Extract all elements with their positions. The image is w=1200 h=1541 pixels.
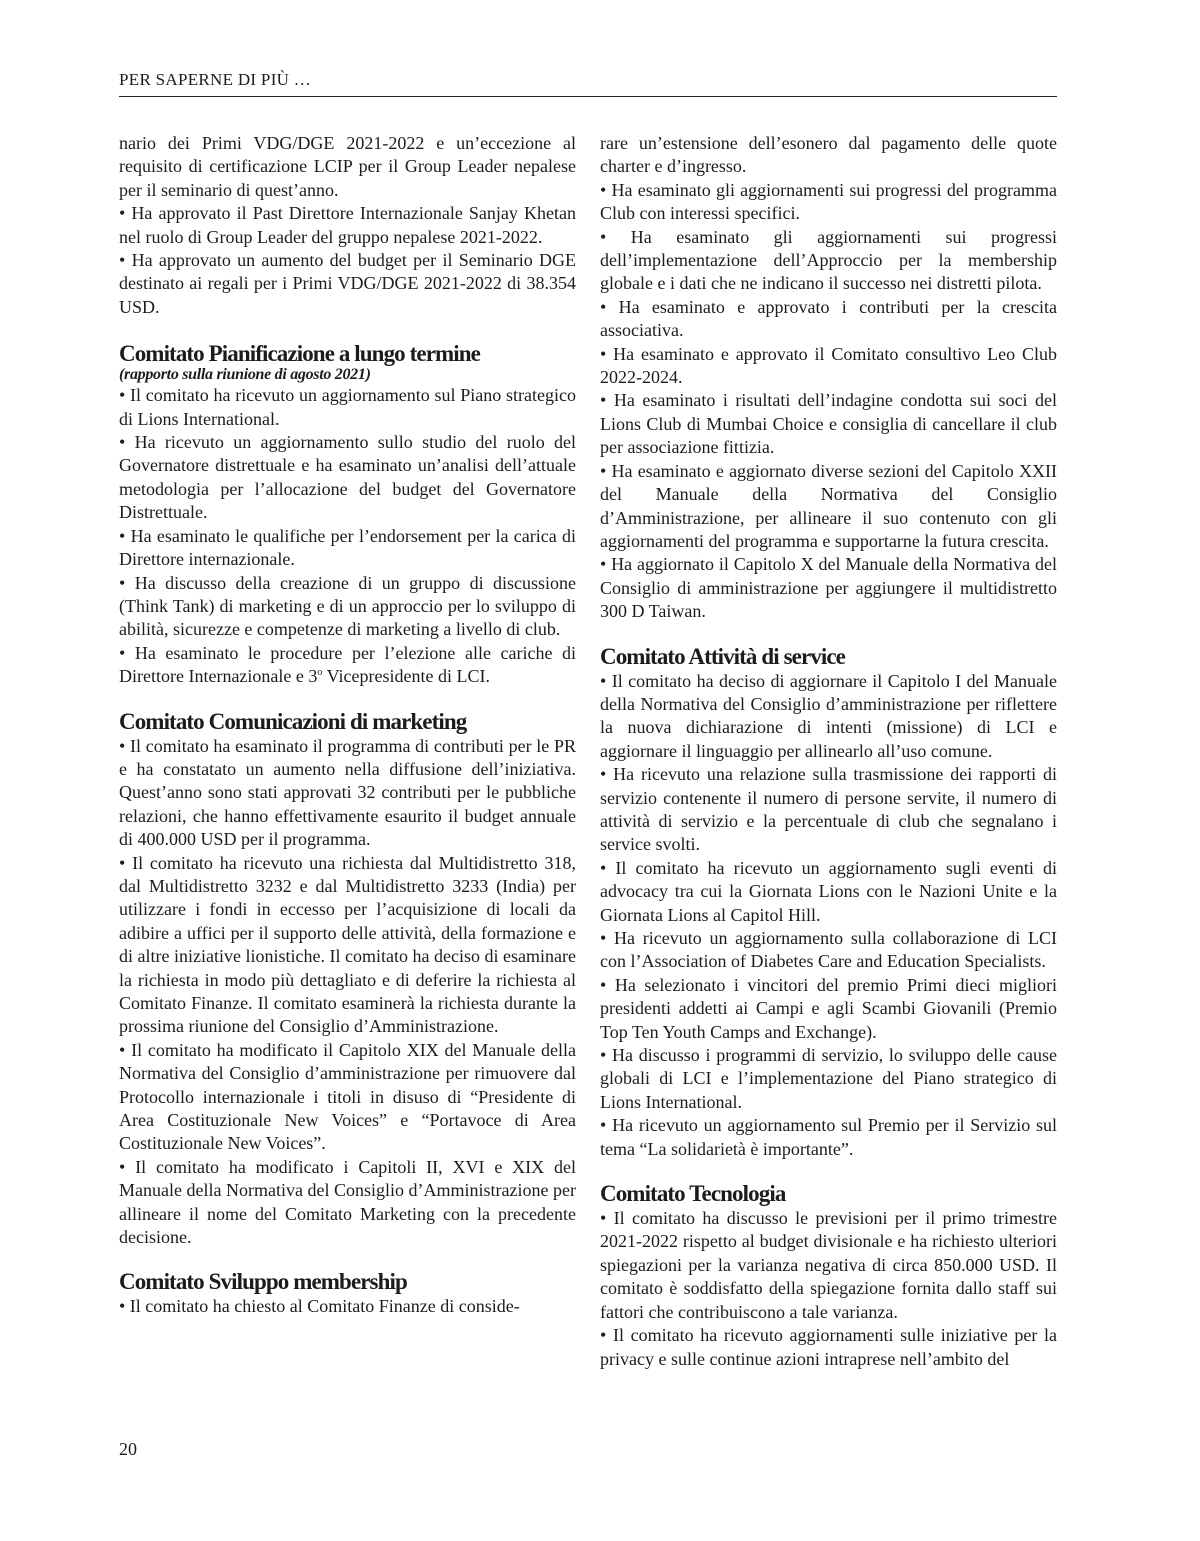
right-column [600,132,1057,1371]
section-title-membership: Comitato Sviluppo membership [119,1269,407,1295]
paragraph: • Il comitato ha ricevuto aggiornamenti sulle iniziative per la privacy e sulle continue azioni intraprese nell’ambito del [600,1325,1057,1369]
paragraph: • Il comitato ha modificato il Capitolo XIX del Manuale della Normativa del Consiglio d’amministrazione per rimuovere dal Protocollo internazionale i titoli in disuso di “Presidente di Area Costituzionale New Voices” e “Portavoce di Area Costituzionale New Voices”. [119,1039,576,1154]
paragraph: • Ha esaminato e aggiornato diverse sezioni del Capitolo XXII del Manuale della Normativa del Consiglio d’Amministrazione, per allineare il suo contenuto con gli aggiornamenti del programma e supportarne la futura crescita. [600,460,1057,551]
paragraph [119,642,576,689]
section-title-tecnologia: Comitato Tecnologia [600,1181,786,1207]
page-number: 20 [119,1439,137,1459]
paragraph: • Il comitato ha discusso le previsioni per il primo trimestre 2021-2022 rispetto al budget divisionale e ha richiesto ulteriori spiegazioni per la varianza negativa di circa 850.000 USD. Il comitato è soddisfatto della spiegazione fornita dallo staff sui fattori che contribuiscono a tale varianza. [600,1208,1057,1322]
paragraph: • Il comitato ha deciso di aggiornare il Capitolo I del Manuale della Normativa del Consiglio d’amministrazione per riflettere la nuova dichiarazione di intenti (missione) di LCI e aggiornare il linguaggio per allinearlo all’uso comune. [600,670,1057,761]
running-header: PER SAPERNE DI PIÙ … [119,70,312,89]
paragraph: • Il comitato ha ricevuto un aggiornamento sugli eventi di advocacy tra cui la Giornata Lions con le Nazioni Unite e la Giornata Lions al Capitol Hill. [600,857,1057,925]
paragraph: • Ha esaminato e approvato il Comitato consultivo Leo Club 2022-2024. [600,343,1057,388]
paragraph: • Ha discusso i programmi di servizio, lo sviluppo delle cause globali di LCI e l’implementazione del Piano strategico di Lions International. [600,1045,1057,1112]
ordinal-superscript: o [317,667,323,679]
paragraph: • Ha approvato il Past Direttore Internazionale Sanjay Khetan nel ruolo di Group Leader del gruppo nepalese 2021-2022. [119,203,576,247]
paragraph: • Ha esaminato i risultati dell’indagine condotta sui soci del Lions Club di Mumbai Choice e consiglia di cancellare il club per associazione fittizia. [600,390,1057,458]
section-title-service: Comitato Attività di service [600,643,845,669]
paragraph: • Ha selezionato i vincitori del premio Primi dieci migliori presidenti addetti ai Campi e agli Scambi Giovanili (Premio Top Ten Youth Camps and Exchange). [600,974,1057,1042]
paragraph-text: • Ha esaminato le procedure per l’elezione alle cariche di Direttore Internazionale e 3 [119,642,576,687]
paragraph: • Il comitato ha chiesto al Comitato Finanze di conside- [119,1296,520,1317]
paragraph: • Il comitato ha ricevuto un aggiornamento sul Piano strategico di Lions International. [119,385,576,429]
paragraph: • Il comitato ha modificato i Capitoli II, XVI e XIX del Manuale della Normativa del Consiglio d’Amministrazione per allineare il nome del Comitato Marketing con la precedente decisione. [119,1156,576,1248]
paragraph: • Ha esaminato gli aggiornamenti sui progressi dell’implementazione dell’Approccio per la membership globale e i dati che ne indicano il successo nei distretti pilota. [600,226,1057,294]
paragraph: • Ha ricevuto un aggiornamento sul Premio per il Servizio sul tema “La solidarietà è importante”. [600,1115,1057,1159]
section-title-comunicazioni: Comitato Comunicazioni di marketing [119,708,467,734]
paragraph: • Ha discusso della creazione di un gruppo di discussione (Think Tank) di marketing e di un approccio per lo sviluppo di abilità, sicurezze e competenze di marketing a livello di club. [119,572,576,640]
paragraph: • Ha ricevuto un aggiornamento sullo studio del ruolo del Governatore distrettuale e ha esaminato un’analisi dell’attuale metodologia per l’allocazione del budget del Governatore Distrettuale. [119,432,576,523]
section-title-pianificazione: Comitato Pianificazione a lungo termine [119,341,480,367]
paragraph: • Ha ricevuto un aggiornamento sulla collaborazione di LCI con l’Association of Diabetes Care and Education Specialists. [600,928,1057,972]
paragraph: • Il comitato ha ricevuto una richiesta dal Multidistretto 318, dal Multidistretto 3232 e dal Multidistretto 3233 (India) per utilizzare i fondi in eccesso per l’acquisizione di locali da adibire a uffici per il supporto delle attività, della formazione e di altre iniziative lionistiche. Il comitato ha deciso di esaminare la richiesta in modo più dettagliato e di deferire la richiesta al Comitato Finanze. Il comitato esaminerà la richiesta durante la prossima riunione del Consiglio d’Amministrazione. [119,852,576,1037]
header-rule [119,96,1057,97]
section-subtitle-pianificazione: (rapporto sulla riunione di agosto 2021) [119,366,371,384]
paragraph: • Ha esaminato e approvato i contributi per la crescita associativa. [600,296,1057,341]
paragraph: rare un’estensione dell’esonero dal pagamento delle quote charter e d’ingresso. [600,133,1057,177]
left-column [119,132,576,1319]
paragraph: • Ha approvato un aumento del budget per il Seminario DGE destinato ai regali per i Primi VDG/DGE 2021-2022 di 38.354 USD. [119,250,576,317]
paragraph-text: Vicepresidente di LCI. [322,666,490,687]
paragraph: • Ha ricevuto una relazione sulla trasmissione dei rapporti di servizio contenente il numero di persone servite, il numero di attività di servizio e la percentuale di club che segnalano i service svolti. [600,764,1057,855]
paragraph: • Ha esaminato le qualifiche per l’endorsement per la carica di Direttore internazionale. [119,525,576,570]
paragraph: nario dei Primi VDG/DGE 2021-2022 e un’eccezione al requisito di certificazione LCIP per il Group Leader nepalese per il seminario di quest’anno. [119,133,576,200]
paragraph: • Il comitato ha esaminato il programma di contributi per le PR e ha constatato un aumento nella diffusione dell’iniziativa. Quest’anno sono stati approvati 32 contributi per le pubbliche relazioni, che hanno effettivamente esaurito il budget annuale di 400.000 USD per il programma. [119,735,576,850]
paragraph: • Ha aggiornato il Capitolo X del Manuale della Normativa del Consiglio di amministrazione per aggiungere il multidistretto 300 D Taiwan. [600,554,1057,622]
paragraph: • Ha esaminato gli aggiornamenti sui progressi del programma Club con interessi specifici. [600,179,1057,224]
